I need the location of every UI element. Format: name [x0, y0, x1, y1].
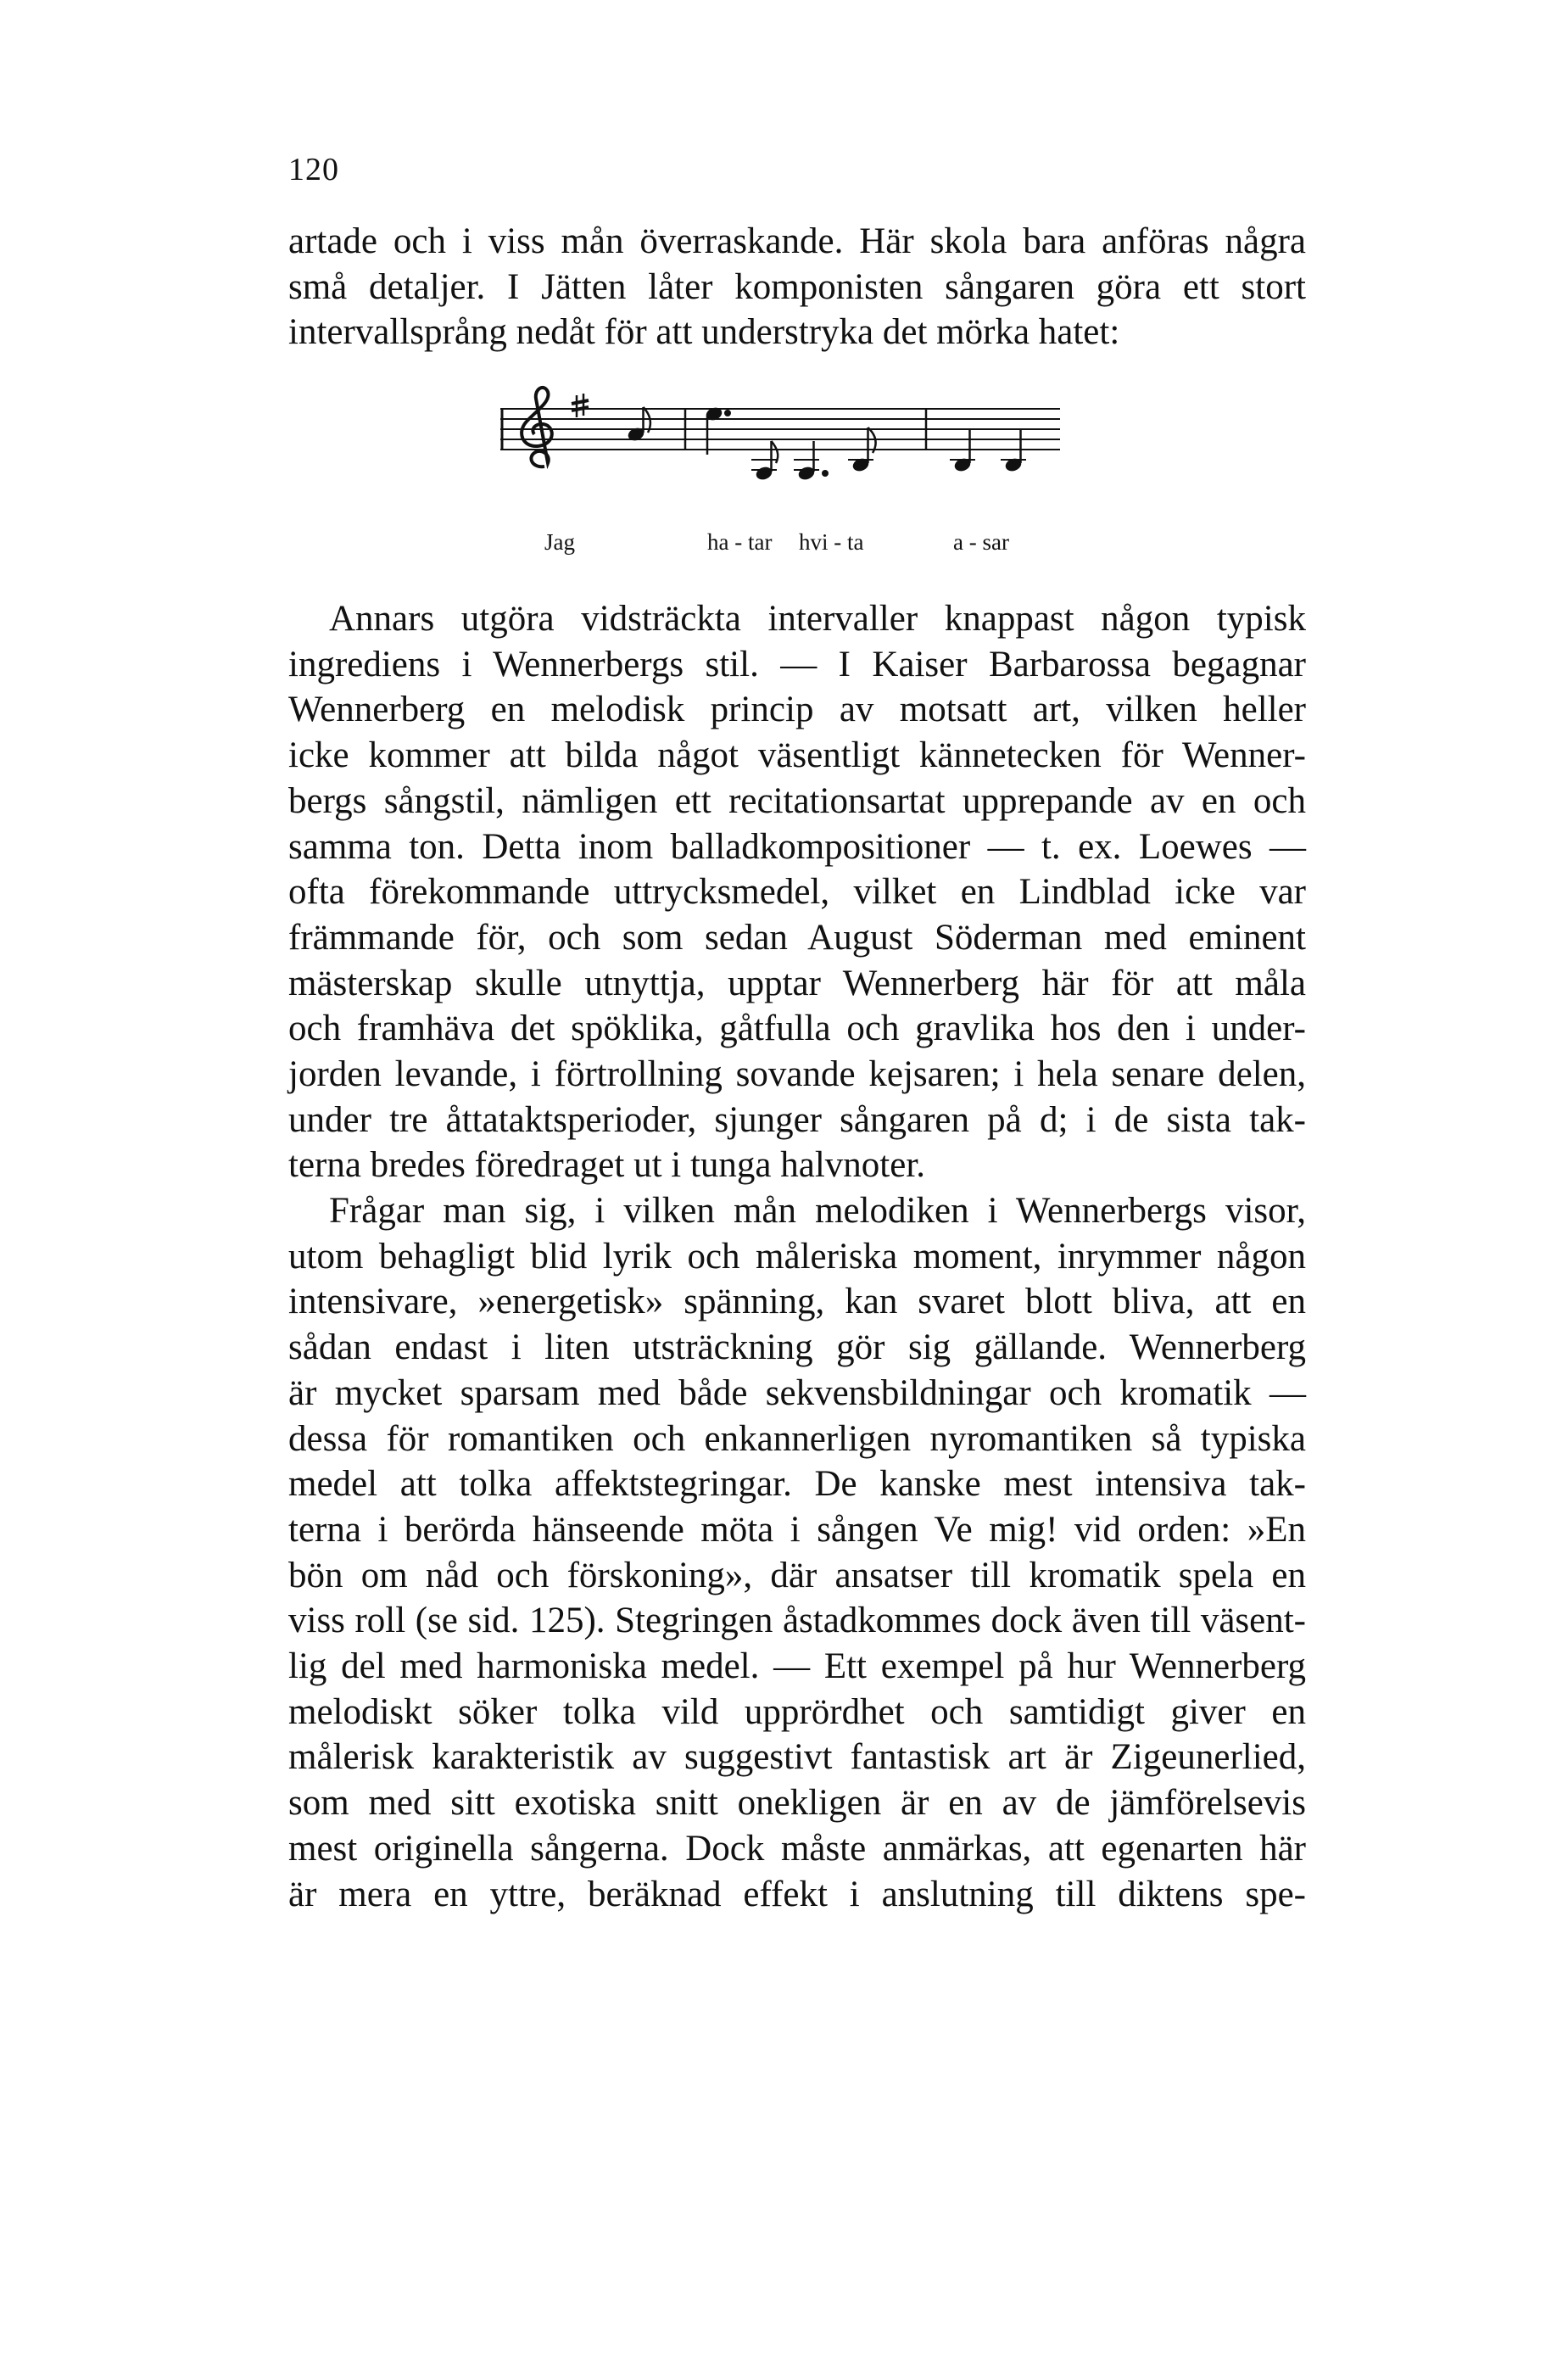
text-line: jorden levande, i förtrollning sovande kejsaren; i hela senare delen,	[288, 1054, 1306, 1095]
music-example	[492, 373, 1102, 568]
text-line: utom behagligt blid lyrik och måleriska moment, inrymmer någon	[288, 1236, 1306, 1277]
text-line: artade och i viss mån överraskande. Här skola bara anföras några	[288, 221, 1306, 261]
note-ha	[705, 406, 730, 455]
text-line: ofta förekommande uttrycksmedel, vilket en Lindblad icke var	[288, 872, 1306, 913]
lyric-syllable: ha - tar	[707, 529, 773, 555]
text-line: melodiskt söker tolka vild upprördhet och samtidigt giver en	[288, 1691, 1306, 1732]
text-line: bön om nåd och förskoning», där ansatser till kromatik spela en	[288, 1555, 1306, 1595]
text-line: mest originella sångerna. Dock måste anmärkas, att egenarten här	[288, 1828, 1306, 1869]
text-line: viss roll (se sid. 125). Stegringen åstadkommes dock även till väsent-	[288, 1601, 1306, 1641]
text-line: Annars utgöra vidsträckta intervaller knappast någon typisk	[329, 599, 1306, 639]
lyric-syllable: a - sar	[953, 529, 1009, 555]
text-line: är mycket sparsam med både sekvensbildningar och kromatik —	[288, 1372, 1306, 1413]
ledger-lines	[751, 460, 1026, 470]
paragraph-2	[288, 596, 1306, 1188]
text-line: och framhäva det spöklika, gåtfulla och gravlika hos den i under-	[288, 1009, 1306, 1049]
paragraph-1	[288, 219, 1306, 355]
text-line: medel att tolka affektstegringar. De kanske mest intensiva tak-	[288, 1464, 1306, 1505]
text-line: terna bredes föredraget ut i tunga halvnoter.	[288, 1145, 926, 1186]
page-number: 120	[288, 152, 339, 187]
note-a	[953, 429, 971, 472]
text-line: mästerskap skulle utnyttja, upptar Wennerberg här för att måla	[288, 963, 1306, 1003]
text-line: dessa för romantiken och enkannerligen nyromantiken så typiska	[288, 1418, 1306, 1459]
note-jag	[627, 407, 650, 442]
text-line: sådan endast i liten utsträckning gör sig gällande. Wennerberg	[288, 1327, 1306, 1368]
text-line: små detaljer. I Jätten låter komponisten sångaren göra ett stort	[288, 266, 1306, 307]
text-line: intervallsprång nedåt för att understryka det mörka hatet:	[288, 312, 1120, 353]
text-line: intensivare, »energetisk» spänning, kan svaret blott bliva, att en	[288, 1282, 1306, 1322]
text-line: icke kommer att bilda något väsentligt kännetecken för Wenner-	[288, 735, 1306, 776]
text-line: Wennerberg en melodisk princip av motsatt art, vilken heller	[288, 690, 1306, 730]
sharp-sign	[572, 394, 589, 417]
text-line: under tre åttataktsperioder, sjunger sångaren på d; i de sista tak-	[288, 1099, 1306, 1140]
paragraph-3	[288, 1188, 1306, 1917]
text-line: målerisk karakteristik av suggestivt fantastisk art är Zigeunerlied,	[288, 1737, 1306, 1778]
treble-clef-icon	[522, 388, 552, 467]
text-line: som med sitt exotiska snitt onekligen är en av de jämförelsevis	[288, 1783, 1306, 1824]
text-line: främmande för, och som sedan August Söderman med eminent	[288, 917, 1306, 958]
text-line: ingrediens i Wennerbergs stil. — I Kaiser Barbarossa begagnar	[288, 644, 1306, 684]
lyric-syllable: hvi - ta	[799, 529, 864, 555]
text-line: lig del med harmoniska medel. — Ett exempel på hur Wennerberg	[288, 1646, 1306, 1687]
text-line: bergs sångstil, nämligen ett recitationsartat upprepande av en och	[288, 780, 1306, 821]
text-line: terna i berörda hänseende möta i sången Ve mig! vid orden: »En	[288, 1509, 1306, 1550]
text-line: samma ton. Detta inom balladkompositioner — t. ex. Loewes —	[288, 826, 1306, 867]
note-hvi	[797, 441, 828, 481]
note-sar	[1004, 429, 1022, 472]
note-tar	[755, 441, 778, 481]
text-line: Frågar man sig, i vilken mån melodiken i Wennerbergs visor,	[329, 1191, 1306, 1231]
text-line: är mera en yttre, beräknad effekt i anslutning till diktens spe-	[288, 1874, 1306, 1914]
lyric-syllable: Jag	[544, 529, 575, 555]
